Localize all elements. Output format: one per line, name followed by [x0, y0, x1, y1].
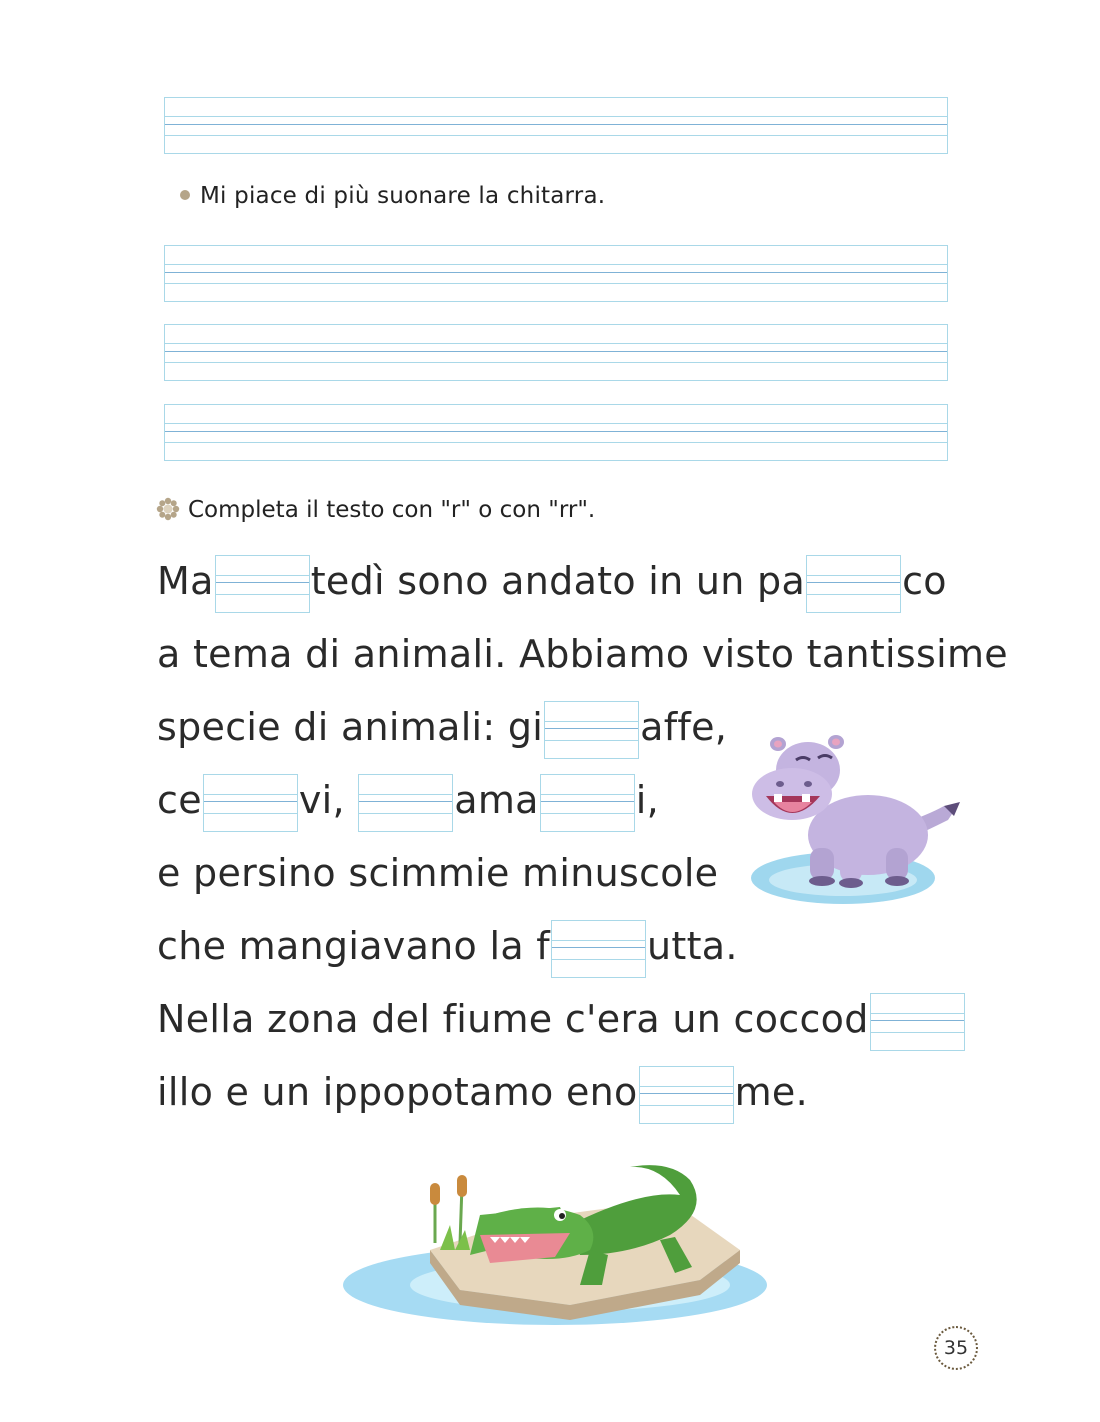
blank-box-7[interactable] [551, 920, 646, 978]
writing-lines-1[interactable] [164, 97, 948, 154]
text-fragment: e persino scimmie minuscole [157, 851, 719, 895]
text-line-2 [157, 624, 1008, 684]
blank-box-6[interactable] [540, 774, 635, 832]
flower-icon [156, 497, 180, 527]
text-fragment: a tema di animali. Abbiamo visto tantissime [157, 632, 1008, 676]
blank-box-4[interactable] [203, 774, 298, 832]
writing-lines-2[interactable] [164, 245, 948, 302]
text-fragment: ama [454, 778, 539, 822]
text-line-3 [157, 697, 727, 757]
blank-box-2[interactable] [806, 555, 901, 613]
text-line-1 [157, 551, 947, 611]
blank-box-1[interactable] [215, 555, 310, 613]
blank-box-9[interactable] [639, 1066, 734, 1124]
text-line-5 [157, 843, 718, 903]
bullet-sentence [180, 183, 605, 209]
exercise-instruction [156, 497, 595, 527]
hippo-illustration [748, 730, 963, 914]
text-fragment: illo e un ippopotamo eno [157, 1070, 638, 1114]
text-fragment: ce [157, 778, 202, 822]
bullet-dot-icon [180, 190, 190, 200]
text-line-8 [157, 1062, 808, 1122]
blank-box-5[interactable] [358, 774, 453, 832]
text-fragment: specie di animali: gi [157, 705, 544, 749]
blank-box-3[interactable] [544, 701, 639, 759]
text-fragment: me. [734, 1070, 808, 1114]
writing-lines-4[interactable] [164, 404, 948, 461]
text-fragment: tedì sono andato in un pa [310, 559, 806, 603]
instruction-text: Completa il testo con "r" o con "rr". [188, 497, 596, 523]
text-fragment: i, [635, 778, 660, 822]
text-fragment: utta. [646, 924, 738, 968]
text-line-4 [157, 770, 659, 830]
text-line-6 [157, 916, 738, 976]
page-number: 35 [934, 1326, 978, 1370]
text-fragment: affe, [640, 705, 728, 749]
text-fragment: vi, [298, 778, 358, 822]
text-fragment: Nella zona del fiume c'era un coccod [157, 997, 869, 1041]
blank-box-8[interactable] [870, 993, 965, 1051]
text-fragment: Ma [157, 559, 214, 603]
text-line-7 [157, 989, 966, 1049]
crocodile-illustration [340, 1155, 770, 1334]
bullet-sentence-text: Mi piace di più suonare la chitarra. [200, 183, 606, 209]
text-fragment: co [902, 559, 947, 603]
writing-lines-3[interactable] [164, 324, 948, 381]
text-fragment: che mangiavano la f [157, 924, 550, 968]
